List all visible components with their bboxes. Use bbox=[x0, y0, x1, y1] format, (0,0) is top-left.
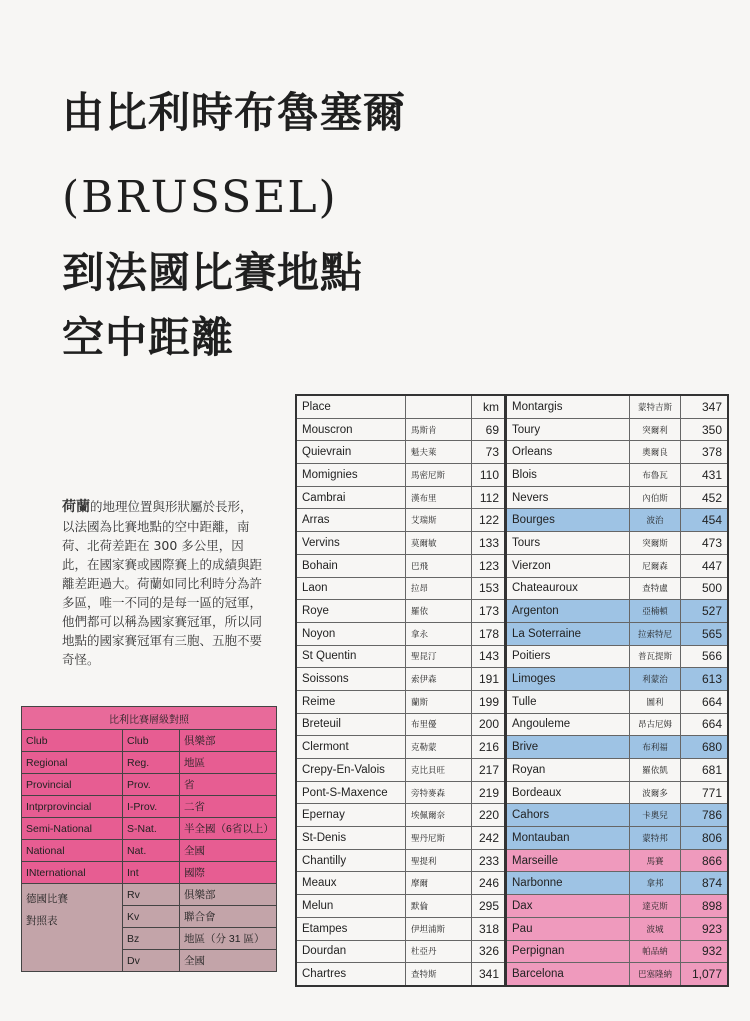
left-place-zh: 漢布里 bbox=[406, 486, 472, 509]
legend-abbr: Prov. bbox=[123, 774, 180, 796]
left-place-zh: 克比貝旺 bbox=[406, 759, 472, 782]
right-km: 454 bbox=[681, 509, 729, 532]
right-km: 932 bbox=[681, 940, 729, 963]
right-place-zh: 突爾斯 bbox=[630, 532, 681, 555]
left-km: 112 bbox=[472, 486, 506, 509]
right-km: 431 bbox=[681, 464, 729, 487]
left-km: 318 bbox=[472, 917, 506, 940]
distance-row bbox=[296, 781, 728, 804]
right-place-zh: 利蒙治 bbox=[630, 668, 681, 691]
right-place: Bordeaux bbox=[506, 781, 630, 804]
right-place: Montargis bbox=[506, 395, 630, 418]
left-place: Dourdan bbox=[296, 940, 406, 963]
right-km: 1,077 bbox=[681, 963, 729, 986]
right-place-zh: 內伯斯 bbox=[630, 486, 681, 509]
left-km: 173 bbox=[472, 600, 506, 623]
legend-german-row bbox=[22, 884, 277, 906]
legend-row bbox=[22, 752, 277, 774]
distance-row bbox=[296, 736, 728, 759]
distance-row bbox=[296, 464, 728, 487]
right-place: Perpignan bbox=[506, 940, 630, 963]
left-place: Quievrain bbox=[296, 441, 406, 464]
legend-name: Provincial bbox=[22, 774, 123, 796]
right-km: 566 bbox=[681, 645, 729, 668]
right-place: Chateauroux bbox=[506, 577, 630, 600]
left-place: Soissons bbox=[296, 668, 406, 691]
left-place: St-Denis bbox=[296, 827, 406, 850]
left-place: Vervins bbox=[296, 532, 406, 555]
right-place-zh: 拉索特尼 bbox=[630, 622, 681, 645]
right-place-zh: 馬賽 bbox=[630, 849, 681, 872]
left-km: 122 bbox=[472, 509, 506, 532]
right-km: 565 bbox=[681, 622, 729, 645]
legend-zh: 二省 bbox=[180, 796, 277, 818]
right-place: Brive bbox=[506, 736, 630, 759]
left-place-zh: 馬密尼斯 bbox=[406, 464, 472, 487]
left-place-zh: 克勒蒙 bbox=[406, 736, 472, 759]
left-km: 123 bbox=[472, 554, 506, 577]
left-km: 341 bbox=[472, 963, 506, 986]
left-place-zh: 馬斯肯 bbox=[406, 418, 472, 441]
right-km: 613 bbox=[681, 668, 729, 691]
left-place: Crepy-En-Valois bbox=[296, 759, 406, 782]
right-km: 898 bbox=[681, 895, 729, 918]
right-km: 527 bbox=[681, 600, 729, 623]
distance-row bbox=[296, 668, 728, 691]
right-km: 874 bbox=[681, 872, 729, 895]
right-place-zh: 波爾多 bbox=[630, 781, 681, 804]
distance-row bbox=[296, 849, 728, 872]
header-km: km bbox=[472, 395, 506, 418]
left-place-zh: 莫爾敏 bbox=[406, 532, 472, 555]
left-km: 69 bbox=[472, 418, 506, 441]
distance-row bbox=[296, 532, 728, 555]
right-place: Tulle bbox=[506, 690, 630, 713]
right-km: 500 bbox=[681, 577, 729, 600]
right-place: Toury bbox=[506, 418, 630, 441]
distance-row bbox=[296, 690, 728, 713]
right-km: 378 bbox=[681, 441, 729, 464]
left-km: 199 bbox=[472, 690, 506, 713]
right-km: 923 bbox=[681, 917, 729, 940]
left-km: 220 bbox=[472, 804, 506, 827]
left-km: 216 bbox=[472, 736, 506, 759]
left-place-zh: 摩爾 bbox=[406, 872, 472, 895]
left-place: Roye bbox=[296, 600, 406, 623]
left-km: 295 bbox=[472, 895, 506, 918]
legend-row bbox=[22, 730, 277, 752]
left-place-zh: 聖丹尼斯 bbox=[406, 827, 472, 850]
right-place: Tours bbox=[506, 532, 630, 555]
legend-row bbox=[22, 796, 277, 818]
right-km: 350 bbox=[681, 418, 729, 441]
right-place-zh: 波治 bbox=[630, 509, 681, 532]
right-km: 664 bbox=[681, 713, 729, 736]
legend-abbr: I-Prov. bbox=[123, 796, 180, 818]
distance-row bbox=[296, 554, 728, 577]
distance-row bbox=[296, 759, 728, 782]
left-place-zh: 伊坦浦斯 bbox=[406, 917, 472, 940]
right-place: Narbonne bbox=[506, 872, 630, 895]
right-place-zh: 亞楠頓 bbox=[630, 600, 681, 623]
right-place: Pau bbox=[506, 917, 630, 940]
distance-row bbox=[296, 895, 728, 918]
left-place: Chartres bbox=[296, 963, 406, 986]
right-place: Marseille bbox=[506, 849, 630, 872]
right-place-zh: 卡奧兒 bbox=[630, 804, 681, 827]
right-place-zh: 蒙特吉斯 bbox=[630, 395, 681, 418]
page-title-line-2: (BRUSSEL) bbox=[62, 172, 338, 223]
left-place-zh: 羅依 bbox=[406, 600, 472, 623]
left-place-zh: 布里優 bbox=[406, 713, 472, 736]
right-place-zh: 普瓦提斯 bbox=[630, 645, 681, 668]
right-place: Argenton bbox=[506, 600, 630, 623]
right-place-zh: 帕品納 bbox=[630, 940, 681, 963]
distance-row bbox=[296, 600, 728, 623]
left-km: 242 bbox=[472, 827, 506, 850]
left-km: 191 bbox=[472, 668, 506, 691]
left-place: Pont-S-Maxence bbox=[296, 781, 406, 804]
right-place: Vierzon bbox=[506, 554, 630, 577]
right-place: Montauban bbox=[506, 827, 630, 850]
right-place-zh: 突爾利 bbox=[630, 418, 681, 441]
left-km: 73 bbox=[472, 441, 506, 464]
right-place-zh: 布魯瓦 bbox=[630, 464, 681, 487]
left-km: 246 bbox=[472, 872, 506, 895]
distance-header-row bbox=[296, 395, 728, 418]
left-place-zh: 蘭斯 bbox=[406, 690, 472, 713]
right-place-zh: 尼爾森 bbox=[630, 554, 681, 577]
page-title-line-4: 空中距離 bbox=[62, 313, 235, 362]
left-km: 200 bbox=[472, 713, 506, 736]
right-place: Orleans bbox=[506, 441, 630, 464]
legend-abbr: S-Nat. bbox=[123, 818, 180, 840]
right-place-zh: 達克斯 bbox=[630, 895, 681, 918]
legend-header: 比利比賽層級對照 bbox=[22, 707, 277, 730]
race-level-legend-table bbox=[21, 706, 277, 972]
legend-abbr: Club bbox=[123, 730, 180, 752]
left-km: 326 bbox=[472, 940, 506, 963]
legend-zh: 省 bbox=[180, 774, 277, 796]
left-place-zh: 查特斯 bbox=[406, 963, 472, 986]
right-place: Dax bbox=[506, 895, 630, 918]
german-abbr: Dv bbox=[123, 950, 180, 972]
right-km: 347 bbox=[681, 395, 729, 418]
legend-row bbox=[22, 862, 277, 884]
distance-row bbox=[296, 713, 728, 736]
legend-zh: 國際 bbox=[180, 862, 277, 884]
left-place-zh: 拿永 bbox=[406, 622, 472, 645]
german-label-2: 對照表 bbox=[26, 915, 58, 927]
left-place-zh: 默倫 bbox=[406, 895, 472, 918]
german-zh: 聯合會 bbox=[180, 906, 277, 928]
legend-abbr: Reg. bbox=[123, 752, 180, 774]
right-km: 681 bbox=[681, 759, 729, 782]
left-km: 133 bbox=[472, 532, 506, 555]
legend-zh: 地區 bbox=[180, 752, 277, 774]
legend-name: INternational bbox=[22, 862, 123, 884]
legend-abbr: Int bbox=[123, 862, 180, 884]
right-place-zh: 巴塞隆納 bbox=[630, 963, 681, 986]
german-abbr: Bz bbox=[123, 928, 180, 950]
left-place-zh: 埃佩爾奈 bbox=[406, 804, 472, 827]
right-place: Bourges bbox=[506, 509, 630, 532]
left-place-zh: 聖提利 bbox=[406, 849, 472, 872]
description-body: 的地理位置與形狀屬於長形，以法國為比賽地點的空中距離，南荷、北荷差距在 300 多公里，因此，在國家賽或國際賽上的成績與距離差距過大。荷蘭如同比利時分為許多區，唯一不同的是每一區的冠軍，他們都可以稱為國家賽冠軍，所以同地點的國家賽冠軍有三胞、五胞不要奇怪。 bbox=[62, 499, 263, 667]
distance-row bbox=[296, 940, 728, 963]
german-zh: 地區（分 31 區） bbox=[180, 928, 277, 950]
distance-row bbox=[296, 577, 728, 600]
legend-abbr: Nat. bbox=[123, 840, 180, 862]
distance-row bbox=[296, 963, 728, 986]
german-abbr: Kv bbox=[123, 906, 180, 928]
right-place-zh: 奧爾良 bbox=[630, 441, 681, 464]
german-abbr: Rv bbox=[123, 884, 180, 906]
german-zh: 俱樂部 bbox=[180, 884, 277, 906]
left-place: Reime bbox=[296, 690, 406, 713]
left-place-zh: 魁夫萊 bbox=[406, 441, 472, 464]
header-place: Place bbox=[296, 395, 406, 418]
right-place: Angouleme bbox=[506, 713, 630, 736]
left-place: Bohain bbox=[296, 554, 406, 577]
left-place: Breteuil bbox=[296, 713, 406, 736]
right-km: 447 bbox=[681, 554, 729, 577]
right-place-zh: 布利福 bbox=[630, 736, 681, 759]
german-zh: 全國 bbox=[180, 950, 277, 972]
right-km: 866 bbox=[681, 849, 729, 872]
left-place: Epernay bbox=[296, 804, 406, 827]
left-place-zh: 拉昂 bbox=[406, 577, 472, 600]
right-place: Nevers bbox=[506, 486, 630, 509]
right-place: Royan bbox=[506, 759, 630, 782]
left-place: Momignies bbox=[296, 464, 406, 487]
distance-table bbox=[295, 394, 729, 987]
page-title-line-1: 由比利時布魯塞爾 bbox=[62, 88, 407, 137]
right-place: Poitiers bbox=[506, 645, 630, 668]
right-km: 680 bbox=[681, 736, 729, 759]
left-km: 143 bbox=[472, 645, 506, 668]
right-km: 786 bbox=[681, 804, 729, 827]
left-place-zh: 索伊森 bbox=[406, 668, 472, 691]
distance-row bbox=[296, 509, 728, 532]
german-label bbox=[22, 884, 123, 972]
distance-row bbox=[296, 645, 728, 668]
left-place-zh: 旁特麥森 bbox=[406, 781, 472, 804]
left-place: Mouscron bbox=[296, 418, 406, 441]
header-blank bbox=[406, 395, 472, 418]
right-place: La Soterraine bbox=[506, 622, 630, 645]
right-km: 452 bbox=[681, 486, 729, 509]
left-place-zh: 聖昆汀 bbox=[406, 645, 472, 668]
left-place: St Quentin bbox=[296, 645, 406, 668]
left-km: 153 bbox=[472, 577, 506, 600]
legend-zh: 半全國（6省以上） bbox=[180, 818, 277, 840]
right-place-zh: 查特盧 bbox=[630, 577, 681, 600]
right-km: 771 bbox=[681, 781, 729, 804]
right-place-zh: 蒙特邦 bbox=[630, 827, 681, 850]
right-place-zh: 羅依凱 bbox=[630, 759, 681, 782]
left-km: 217 bbox=[472, 759, 506, 782]
legend-zh: 全國 bbox=[180, 840, 277, 862]
distance-row bbox=[296, 441, 728, 464]
distance-row bbox=[296, 418, 728, 441]
left-place: Laon bbox=[296, 577, 406, 600]
distance-row bbox=[296, 622, 728, 645]
left-km: 178 bbox=[472, 622, 506, 645]
legend-name: National bbox=[22, 840, 123, 862]
distance-row bbox=[296, 804, 728, 827]
right-km: 473 bbox=[681, 532, 729, 555]
left-place-zh: 巴飛 bbox=[406, 554, 472, 577]
distance-row bbox=[296, 872, 728, 895]
distance-row bbox=[296, 486, 728, 509]
legend-row bbox=[22, 840, 277, 862]
left-km: 233 bbox=[472, 849, 506, 872]
legend-name: Intprprovincial bbox=[22, 796, 123, 818]
left-place: Noyon bbox=[296, 622, 406, 645]
right-place: Barcelona bbox=[506, 963, 630, 986]
left-place-zh: 杜亞丹 bbox=[406, 940, 472, 963]
right-place-zh: 昂古尼姆 bbox=[630, 713, 681, 736]
right-place: Blois bbox=[506, 464, 630, 487]
right-km: 664 bbox=[681, 690, 729, 713]
right-place-zh: 波城 bbox=[630, 917, 681, 940]
left-place-zh: 艾瑞斯 bbox=[406, 509, 472, 532]
legend-row bbox=[22, 818, 277, 840]
right-km: 806 bbox=[681, 827, 729, 850]
left-place: Arras bbox=[296, 509, 406, 532]
left-km: 219 bbox=[472, 781, 506, 804]
left-place: Melun bbox=[296, 895, 406, 918]
legend-header-row bbox=[22, 707, 277, 730]
right-place: Limoges bbox=[506, 668, 630, 691]
left-place: Meaux bbox=[296, 872, 406, 895]
left-place: Cambrai bbox=[296, 486, 406, 509]
description-paragraph bbox=[62, 497, 262, 669]
distance-row bbox=[296, 917, 728, 940]
legend-row bbox=[22, 774, 277, 796]
legend-name: Semi-National bbox=[22, 818, 123, 840]
legend-zh: 俱樂部 bbox=[180, 730, 277, 752]
left-place: Etampes bbox=[296, 917, 406, 940]
right-place: Cahors bbox=[506, 804, 630, 827]
legend-name: Club bbox=[22, 730, 123, 752]
left-km: 110 bbox=[472, 464, 506, 487]
left-place: Chantilly bbox=[296, 849, 406, 872]
page-title-line-3: 到法國比賽地點 bbox=[62, 248, 364, 297]
legend-name: Regional bbox=[22, 752, 123, 774]
right-place-zh: 拿邦 bbox=[630, 872, 681, 895]
distance-row bbox=[296, 827, 728, 850]
german-label-1: 德國比賽 bbox=[26, 893, 68, 905]
description-lead: 荷蘭 bbox=[62, 499, 90, 515]
left-place: Clermont bbox=[296, 736, 406, 759]
right-place-zh: 圖利 bbox=[630, 690, 681, 713]
